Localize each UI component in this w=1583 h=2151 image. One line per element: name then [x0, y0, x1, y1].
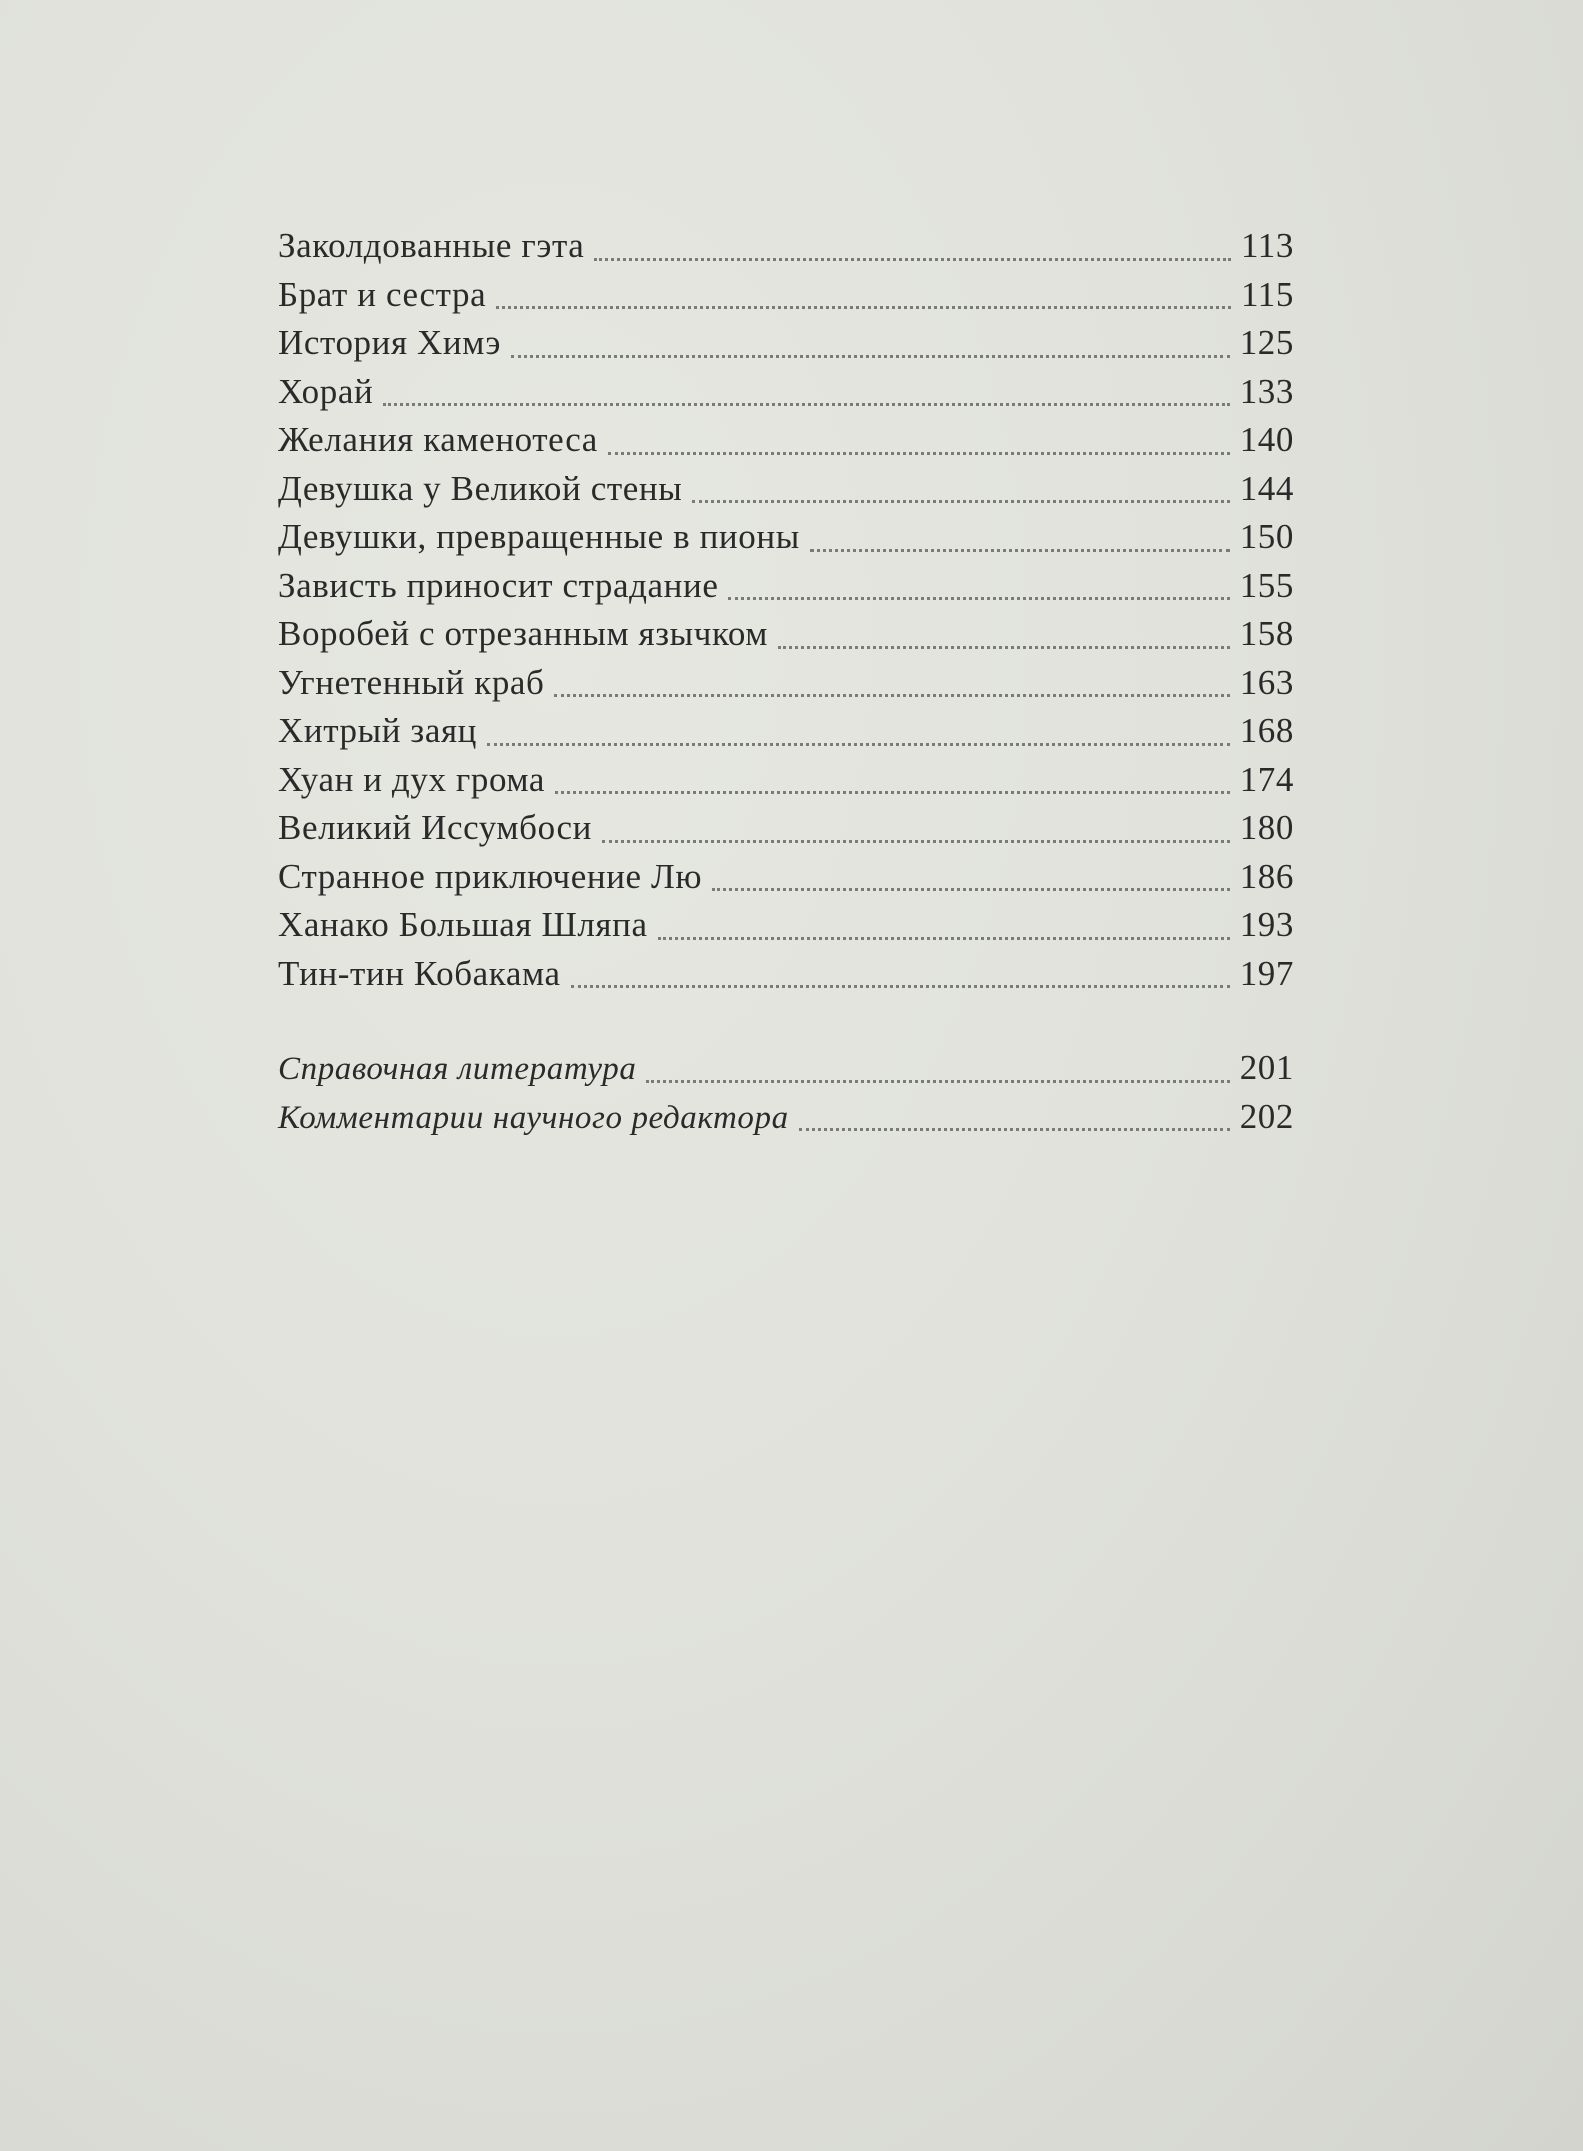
toc-entry [278, 610, 1294, 659]
toc-entry-title: Зависть приносит страдание [278, 565, 719, 605]
toc-entry-page: 125 [1239, 323, 1294, 362]
toc-leader-dots [602, 840, 1230, 843]
toc-leader-dots [554, 694, 1229, 697]
toc-leader-dots [383, 403, 1229, 406]
toc-leader-dots [810, 549, 1230, 552]
toc-entry-title: Воробей с отрезанным язычком [278, 614, 769, 653]
toc-entry [278, 853, 1294, 902]
toc-appendix-entry [278, 1093, 1294, 1142]
toc-entry-title: Заколдованные гэта [278, 226, 585, 265]
toc-entry-title: Ханако Большая Шляпа [278, 905, 648, 944]
toc-entry-page: 186 [1239, 856, 1294, 896]
toc-leader-dots [487, 743, 1230, 746]
toc-entry [278, 271, 1294, 320]
toc-entry-page: 180 [1239, 808, 1294, 847]
toc-entry-page: 155 [1239, 565, 1294, 605]
toc-entry-page: 202 [1239, 1096, 1294, 1136]
toc-leader-dots [594, 258, 1231, 261]
table-of-contents [278, 222, 1294, 1141]
toc-leader-dots [608, 452, 1230, 455]
toc-leader-dots [555, 791, 1230, 794]
toc-entry [278, 950, 1294, 999]
toc-entry [278, 513, 1294, 562]
toc-entry-title: Хитрый заяц [278, 711, 478, 750]
toc-leader-dots [692, 500, 1229, 503]
toc-appendix-entry [278, 1044, 1294, 1093]
toc-entry-page: 163 [1239, 662, 1294, 702]
toc-entry [278, 416, 1294, 465]
toc-entry-title: История Химэ [278, 323, 502, 362]
toc-leader-dots [712, 888, 1230, 891]
toc-entry [278, 465, 1294, 514]
toc-entry [278, 659, 1294, 708]
toc-entry-page: 113 [1240, 226, 1294, 265]
toc-entry-title: Девушки, превращенные в пионы [278, 517, 800, 556]
toc-entry [278, 562, 1294, 611]
toc-entry-title: Желания каменотеса [278, 420, 598, 459]
toc-entry-page: 158 [1239, 614, 1294, 653]
toc-entry-page: 150 [1239, 517, 1294, 556]
toc-entry [278, 222, 1294, 271]
toc-entry-title: Странное приключение Лю [278, 856, 703, 896]
toc-leader-dots [511, 355, 1230, 358]
toc-entry-page: 115 [1240, 274, 1294, 314]
toc-entry [278, 319, 1294, 368]
toc-entry-title: Великий Иссумбоси [278, 808, 593, 847]
toc-entry-title: Угнетенный краб [278, 662, 545, 702]
toc-entry [278, 756, 1294, 805]
toc-leader-dots [646, 1080, 1229, 1083]
toc-entry-title: Хорай [278, 371, 374, 411]
toc-leader-dots [658, 937, 1230, 940]
toc-entry-page: 168 [1239, 711, 1294, 750]
toc-leader-dots [571, 985, 1230, 988]
toc-leader-dots [778, 646, 1230, 649]
toc-entry [278, 707, 1294, 756]
toc-entry-page: 140 [1239, 420, 1294, 459]
toc-main-list [278, 222, 1294, 998]
toc-leader-dots [496, 306, 1231, 309]
toc-entry-page: 201 [1239, 1048, 1294, 1087]
toc-appendix-list [278, 1044, 1294, 1141]
toc-entry-title: Брат и сестра [278, 274, 487, 314]
toc-entry-title: Девушка у Великой стены [278, 468, 683, 508]
toc-entry-page: 144 [1239, 468, 1294, 508]
toc-entry [278, 804, 1294, 853]
toc-entry [278, 368, 1294, 417]
toc-entry-title: Комментарии научного редактора [278, 1099, 789, 1136]
toc-leader-dots [728, 597, 1229, 600]
toc-entry-title: Хуан и дух грома [278, 759, 546, 799]
toc-entry [278, 901, 1294, 950]
toc-entry-title: Справочная литература [278, 1051, 637, 1087]
toc-entry-page: 174 [1239, 759, 1294, 799]
toc-entry-title: Тин-тин Кобакама [278, 953, 561, 993]
toc-leader-dots [799, 1128, 1230, 1131]
toc-entry-page: 133 [1239, 371, 1294, 411]
toc-entry-page: 197 [1239, 953, 1294, 993]
toc-entry-page: 193 [1239, 905, 1294, 944]
